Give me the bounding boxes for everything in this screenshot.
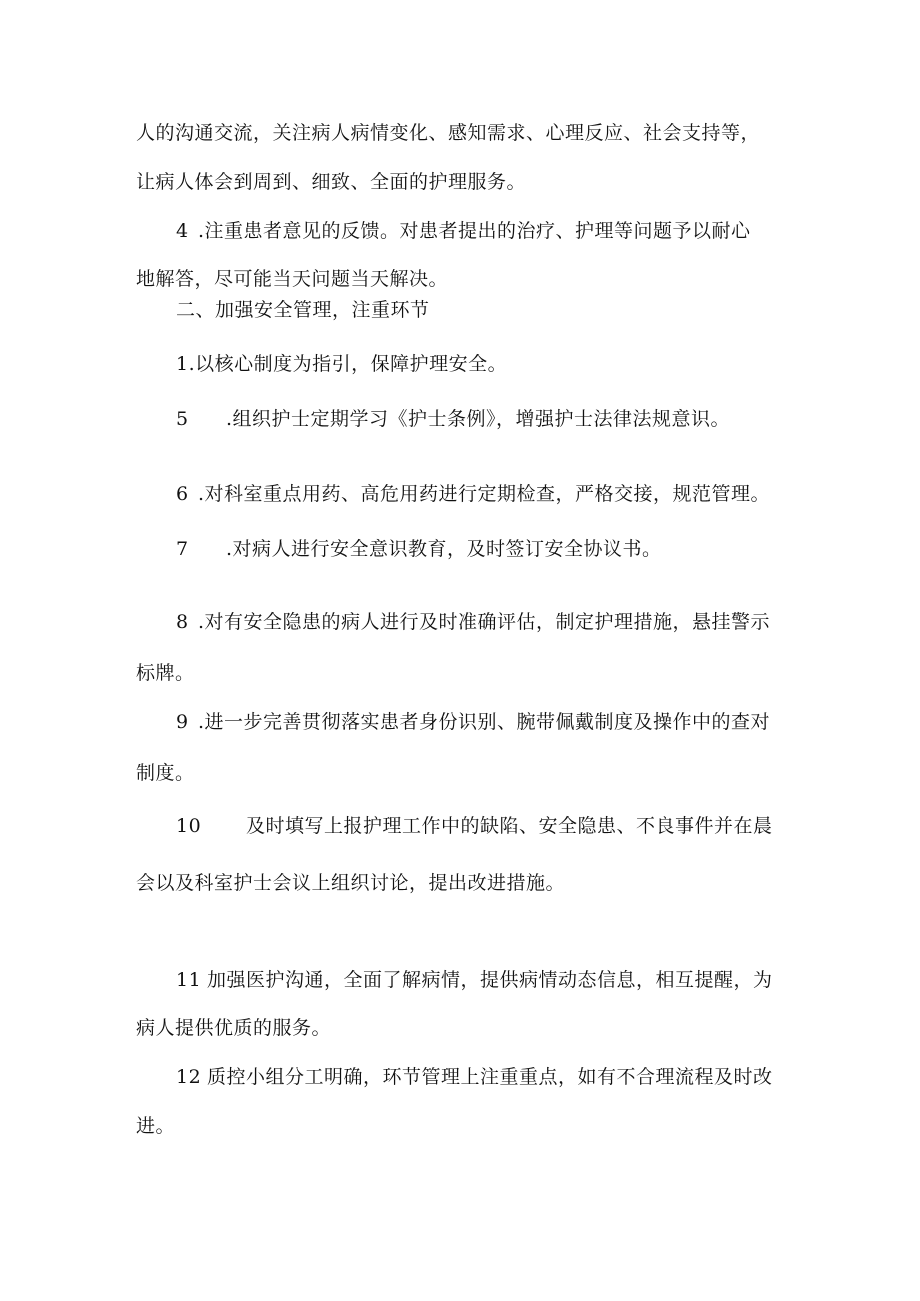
list-item-7 — [176, 537, 662, 561]
list-item-4 — [176, 219, 751, 243]
line-text: .组织护士定期学习《护士条例》，增强护士法律法规意识。 — [226, 408, 731, 430]
line-text: 制度。 — [136, 762, 195, 784]
list-item-8 — [176, 610, 770, 634]
heading-text: 二、加强安全管理，注重环节 — [176, 299, 430, 321]
list-item-6 — [176, 482, 770, 506]
list-item-1 — [176, 352, 507, 376]
line-text: .进一步完善贯彻落实患者身份识别、腕带佩戴制度及操作中的查对 — [198, 711, 771, 733]
line-text: 及时填写上报护理工作中的缺陷、安全隐患、不良事件并在晨 — [246, 815, 773, 837]
paragraph-line — [136, 761, 195, 785]
line-text: .注重患者意见的反馈。对患者提出的治疗、护理等问题予以耐心 — [198, 220, 751, 242]
line-text: .对病人进行安全意识教育，及时签订安全协议书。 — [226, 538, 662, 560]
item-number: 7 — [176, 538, 189, 560]
line-text: 会以及科室护士会议上组织讨论，提出改进措施。 — [136, 872, 566, 894]
list-item-5 — [176, 407, 730, 431]
line-text: 进。 — [136, 1115, 176, 1137]
item-number: 11 — [176, 969, 202, 991]
list-item-12 — [176, 1065, 773, 1089]
paragraph-line — [136, 121, 760, 145]
line-text: .对有安全隐患的病人进行及时准确评估，制定护理措施，悬挂警示 — [198, 611, 771, 633]
item-number: 6 — [176, 483, 189, 505]
paragraph-line — [136, 267, 448, 291]
line-text: 让病人体会到周到、细致、全面的护理服务。 — [136, 171, 527, 193]
line-text: 质控小组分工明确，环节管理上注重重点，如有不合理流程及时改 — [207, 1066, 773, 1088]
list-item-10 — [176, 814, 773, 838]
line-text: .对科室重点用药、高危用药进行定期检查，严格交接，规范管理。 — [198, 483, 771, 505]
line-text: 1.以核心制度为指引，保障护理安全。 — [176, 353, 508, 375]
item-number: 9 — [176, 711, 189, 733]
line-text: 标牌。 — [136, 662, 195, 684]
item-number: 10 — [176, 815, 202, 837]
line-text: 人的沟通交流，关注病人病情变化、感知需求、心理反应、社会支持等， — [136, 122, 761, 144]
item-number: 12 — [176, 1066, 202, 1088]
paragraph-line — [136, 1114, 175, 1138]
section-heading — [176, 298, 430, 322]
paragraph-line — [136, 661, 195, 685]
paragraph-line — [136, 1016, 331, 1040]
item-number: 8 — [176, 611, 189, 633]
line-text: 病人提供优质的服务。 — [136, 1017, 332, 1039]
line-text: 加强医护沟通，全面了解病情，提供病情动态信息，相互提醒，为 — [207, 969, 773, 991]
item-number: 5 — [176, 408, 189, 430]
item-number: 4 — [176, 220, 189, 242]
line-text: 地解答，尽可能当天问题当天解决。 — [136, 268, 449, 290]
list-item-9 — [176, 710, 770, 734]
paragraph-line — [136, 871, 565, 895]
paragraph-line — [136, 170, 526, 194]
list-item-11 — [176, 968, 773, 992]
